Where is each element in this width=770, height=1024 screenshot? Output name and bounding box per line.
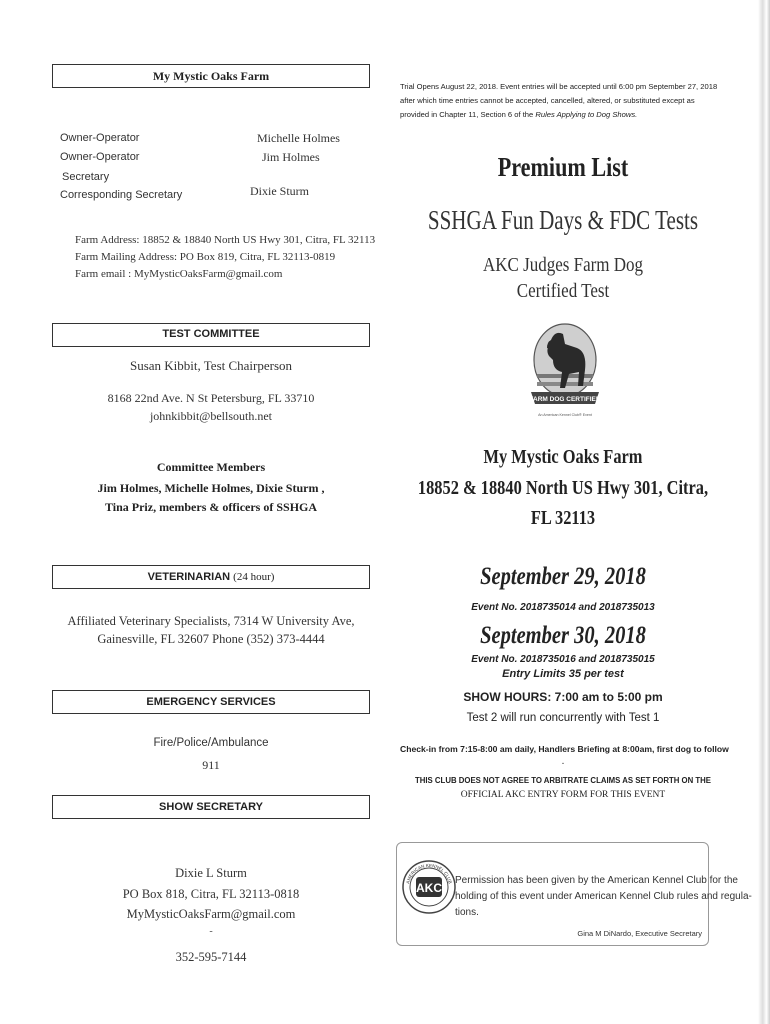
role-name: Michelle Holmes: [257, 131, 340, 145]
chair-address: 8168 22nd Ave. N St Petersburg, FL 33710: [107, 391, 315, 405]
farm-header-title: My Mystic Oaks Farm: [152, 69, 270, 83]
scan-edge: [758, 0, 770, 1024]
role-name: Dixie Sturm: [250, 184, 309, 198]
akc-signature: Gina M DiNardo, Executive Secretary: [577, 929, 702, 938]
secretary-email: MyMysticOaksFarm@gmail.com: [126, 907, 296, 921]
trial-notice-line-3-text: provided in Chapter 11, Section 6 of the: [400, 110, 536, 119]
event-date-1: September 29, 2018: [480, 563, 646, 590]
entry-limits: Entry Limits 35 per test: [502, 668, 624, 680]
arbitration-line-2: OFFICIAL AKC ENTRY FORM FOR THIS EVENT: [460, 790, 666, 800]
concurrent-note: Test 2 will run concurrently with Test 1: [466, 712, 660, 724]
secretary-phone: 352-595-7144: [175, 950, 247, 964]
committee-heading: Committee Members: [156, 460, 266, 474]
akc-permission-box: [396, 842, 752, 946]
trial-notice: [400, 80, 726, 122]
farm-email: Farm email : MyMysticOaksFarm@gmail.com: [75, 268, 283, 280]
venue-address-line-1: 18852 & 18840 North US Hwy 301, Citra,: [417, 477, 709, 499]
test-committee-box: [52, 323, 370, 347]
role-label: Corresponding Secretary: [60, 189, 183, 201]
dot-mark: .: [561, 756, 565, 767]
committee-line-2: Tina Priz, members & officers of SSHGA: [104, 500, 318, 514]
veterinarian-label: VETERINARIAN: [147, 571, 231, 583]
venue-address-line-2: FL 32113: [530, 507, 596, 529]
emergency-services-title: EMERGENCY SERVICES: [146, 696, 276, 708]
vet-line-2: Gainesville, FL 32607 Phone (352) 373-4444: [97, 632, 325, 646]
event-number-1: Event No. 2018735014 and 2018735013: [471, 602, 655, 613]
vet-line-1: Affiliated Veterinary Specialists, 7314 W University Ave,: [67, 614, 355, 628]
permission-line-3: tions.: [455, 907, 479, 918]
show-hours: SHOW HOURS: 7:00 am to 5:00 pm: [463, 690, 663, 704]
role-label: Secretary: [62, 171, 110, 183]
role-label: Owner-Operator: [60, 132, 140, 144]
permission-line-2: holding of this event under American Kennel Club rules and regula-: [455, 891, 752, 902]
arbitration-line-1: THIS CLUB DOES NOT AGREE TO ARBITRATE CLAIMS AS SET FORTH ON THE: [415, 776, 711, 785]
show-secretary-title: SHOW SECRETARY: [159, 801, 263, 813]
farm-header-box: [52, 64, 370, 88]
veterinarian-box: [52, 565, 370, 589]
role-name: Jim Holmes: [262, 150, 320, 164]
premium-list-title: Premium List: [497, 152, 629, 182]
chair-email: johnkibbit@bellsouth.net: [149, 409, 273, 423]
show-secretary-box: [52, 795, 370, 819]
role-label: Owner-Operator: [60, 151, 140, 163]
trial-notice-line-1: Trial Opens August 22, 2018. Event entries will be accepted until 6:00 pm September 27, 2018: [400, 82, 718, 91]
event-date-2: September 30, 2018: [480, 622, 646, 649]
event-title: SSHGA Fun Days & FDC Tests: [427, 205, 699, 235]
event-subtitle-1: AKC Judges Farm Dog: [482, 254, 644, 276]
trial-notice-line-2: after which time entries cannot be accepted, cancelled, altered, or substituted except as: [400, 96, 695, 105]
badge-caption: An American Kennel Club® Event: [538, 413, 592, 417]
committee-line-1: Jim Holmes, Michelle Holmes, Dixie Sturm ,: [97, 481, 325, 495]
akc-logo-text: AKC: [416, 881, 442, 895]
dog-logo-icon: [525, 312, 605, 424]
veterinarian-hours: (24 hour): [233, 571, 275, 583]
check-in-info: Check-in from 7:15-8:00 am daily, Handlers Briefing at 8:00am, first dog to follow: [400, 744, 729, 754]
badge-banner: FARM DOG CERTIFIED: [529, 396, 601, 403]
rules-reference: Rules Applying to Dog Shows.: [535, 110, 638, 119]
secretary-dash: -: [209, 926, 213, 937]
akc-logo-icon: [401, 857, 457, 917]
test-chairperson: Susan Kibbit, Test Chairperson: [129, 358, 293, 373]
trial-notice-line-3: [400, 108, 726, 122]
akc-ring-text: AMERICAN KENNEL CLUB: [405, 862, 453, 885]
event-subtitle-2: Certified Test: [516, 280, 610, 302]
secretary-address: PO Box 818, Citra, FL 32113-0818: [122, 887, 300, 901]
emergency-phone: 911: [202, 758, 220, 772]
farm-dog-certified-badge: [525, 312, 605, 424]
secretary-name: Dixie L Sturm: [175, 866, 247, 880]
permission-line-1: Permission has been given by the American Kennel Club for the: [455, 875, 738, 886]
veterinarian-title: [53, 571, 369, 583]
farm-mailing-address: Farm Mailing Address: PO Box 819, Citra, FL 32113-0819: [75, 251, 336, 263]
emergency-line-1: Fire/Police/Ambulance: [153, 737, 269, 749]
emergency-services-box: [52, 690, 370, 714]
venue-name: My Mystic Oaks Farm: [483, 446, 643, 468]
test-committee-title: TEST COMMITTEE: [162, 328, 260, 340]
event-number-2: Event No. 2018735016 and 2018735015: [471, 654, 655, 665]
permission-text: [455, 873, 752, 921]
farm-address: Farm Address: 18852 & 18840 North US Hwy 301, Citra, FL 32113: [75, 234, 376, 246]
